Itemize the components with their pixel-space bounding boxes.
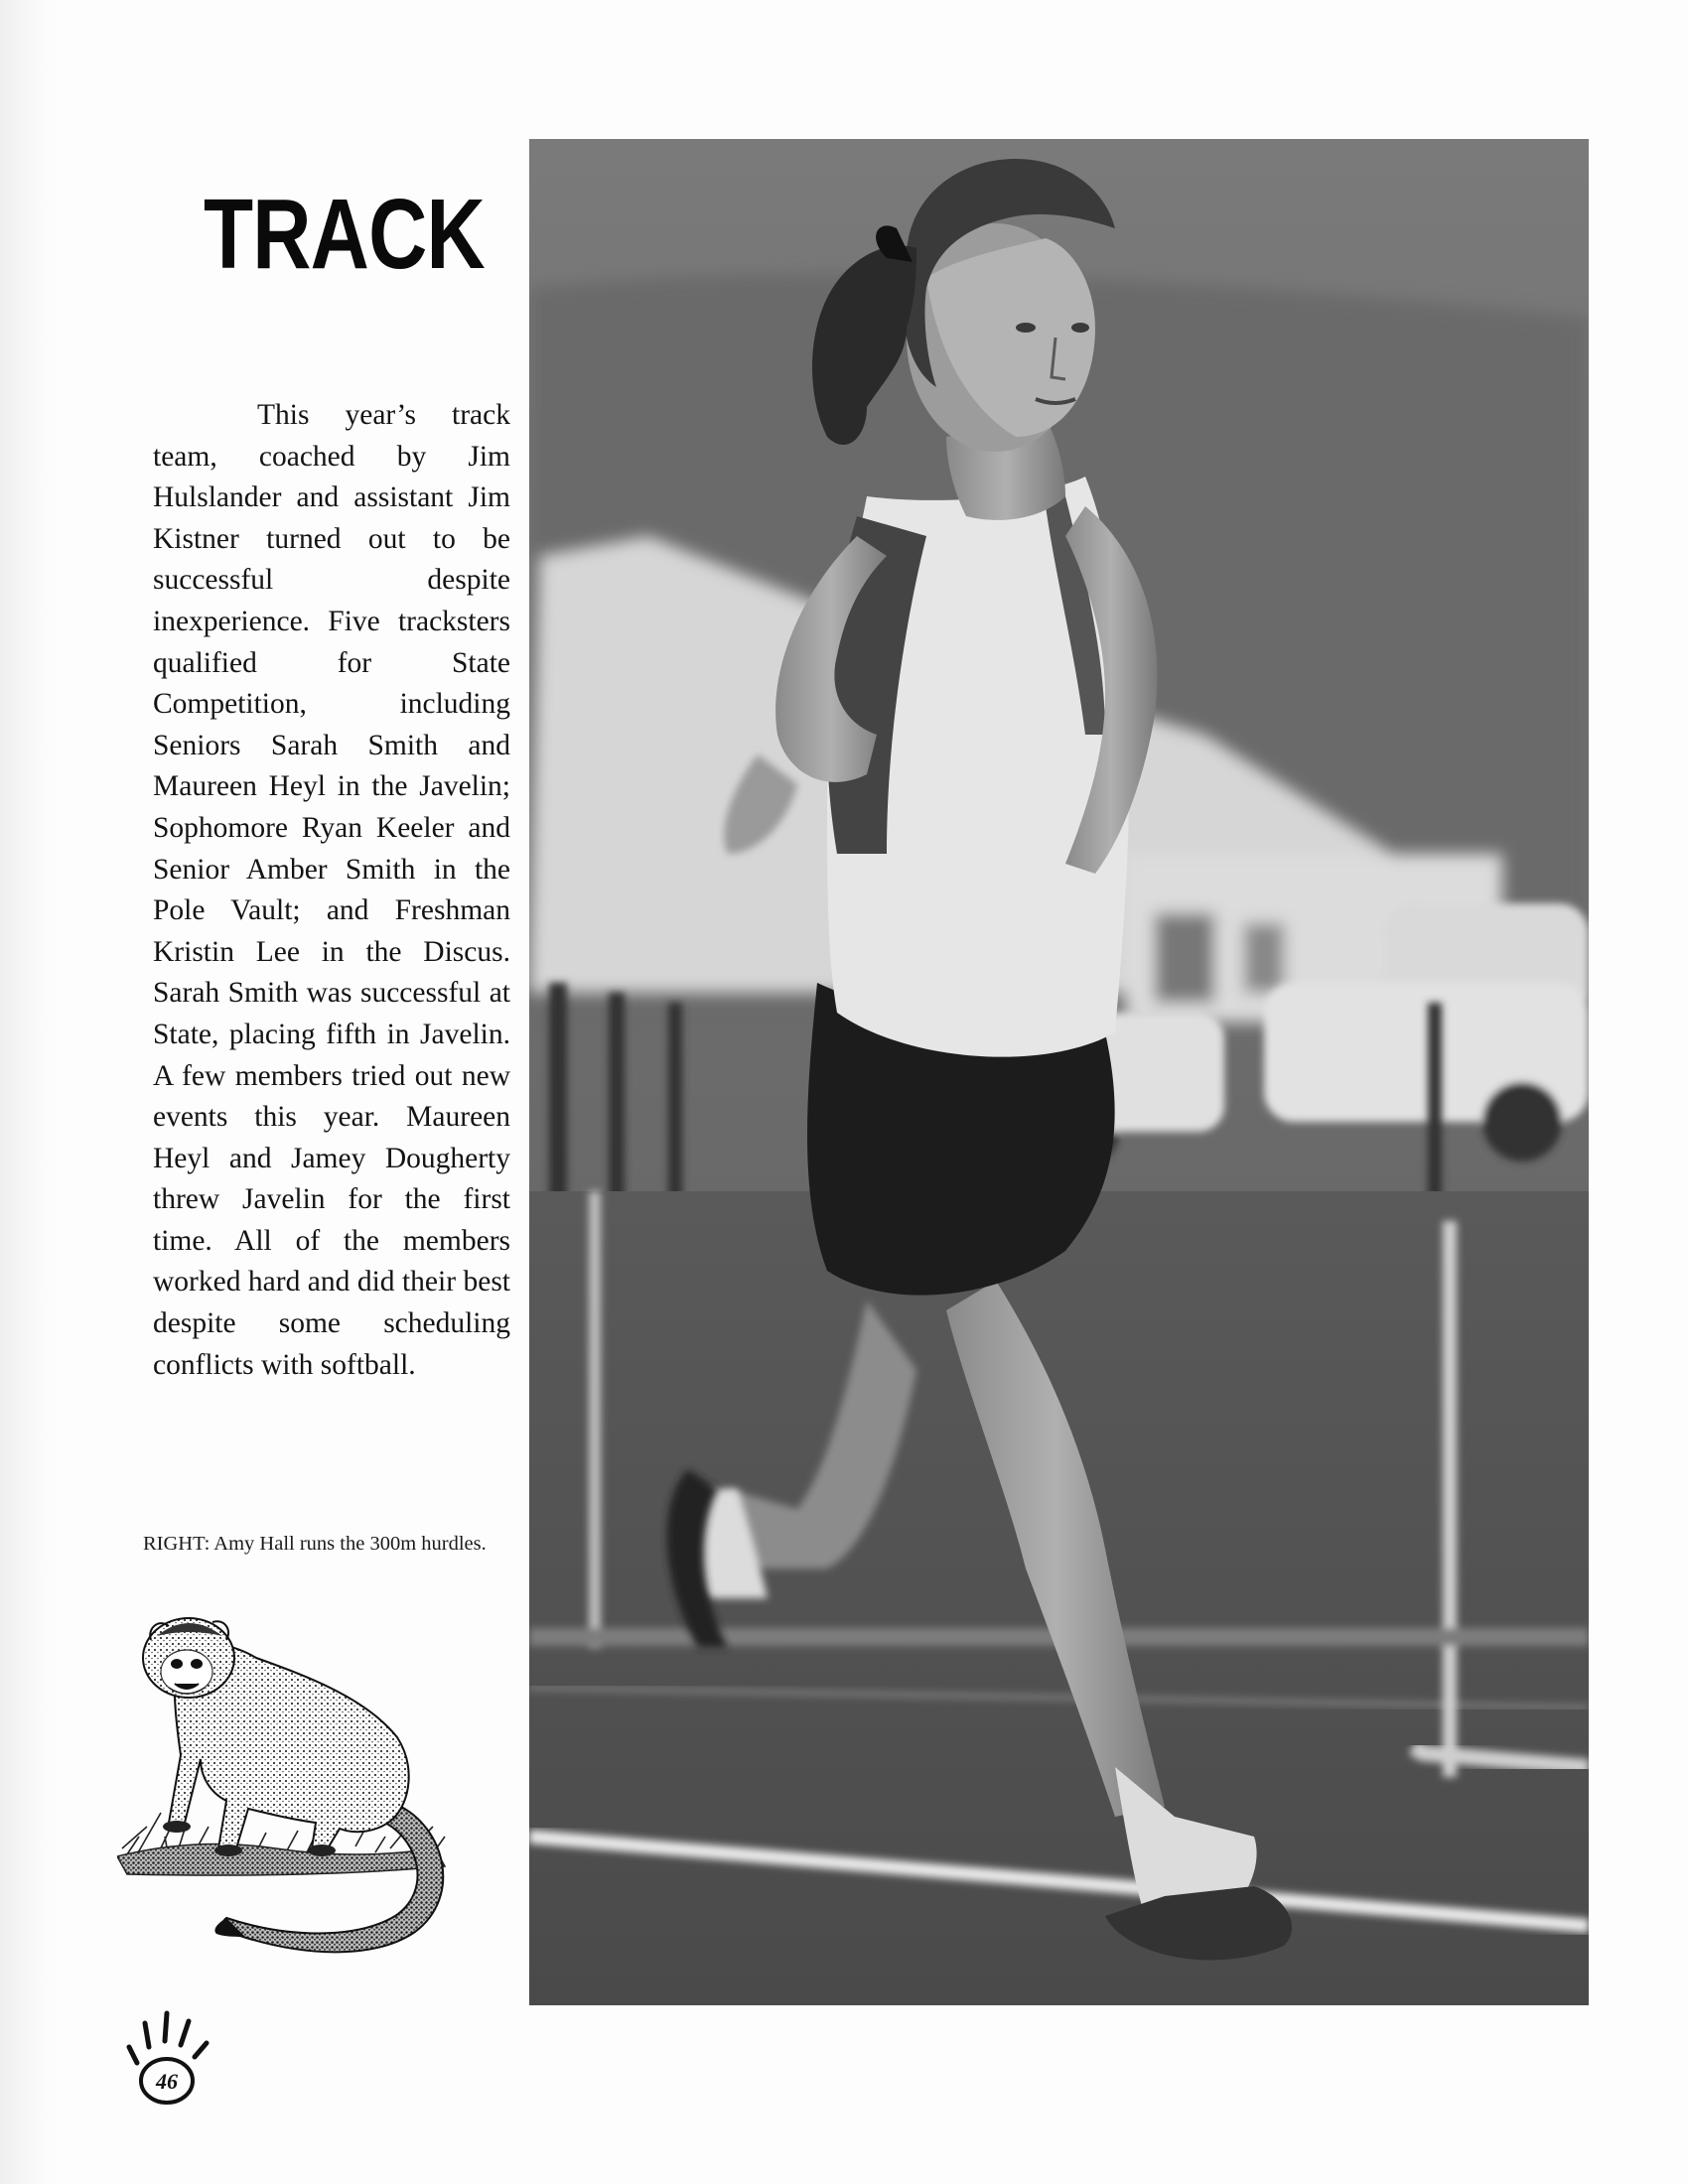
article-body: This year’s track team, coached by Jim Hulslander and assistant Jim Kistner turned out to be successful despite inexperience. Five tracksters qualified for State Competition, including Seniors Sarah Smith and Maureen Heyl in the Javelin; Sophomore Ryan Keeler and Senior Amber Smith in the Pole Vault; and Freshman Kristin Lee in the Discus. Sarah Smith was successful at State, placing fifth in Javelin. A few members tried out new events this year. Maureen Heyl and Jamey Dougherty threw Javelin for the first time. All of the members worked hard and did their best despite some scheduling conflicts with softball. xyxy=(153,399,510,1381)
photo-caption: RIGHT: Amy Hall runs the 300m hurdles. xyxy=(143,1533,487,1555)
page-title: TRACK xyxy=(204,179,485,290)
runner-photo xyxy=(529,139,1589,2005)
squirrel-monkey-icon xyxy=(117,1588,524,1995)
page-number: 46 xyxy=(156,2069,178,2094)
page-edge-shadow xyxy=(0,0,62,2184)
paw-print-icon xyxy=(119,2007,218,2107)
